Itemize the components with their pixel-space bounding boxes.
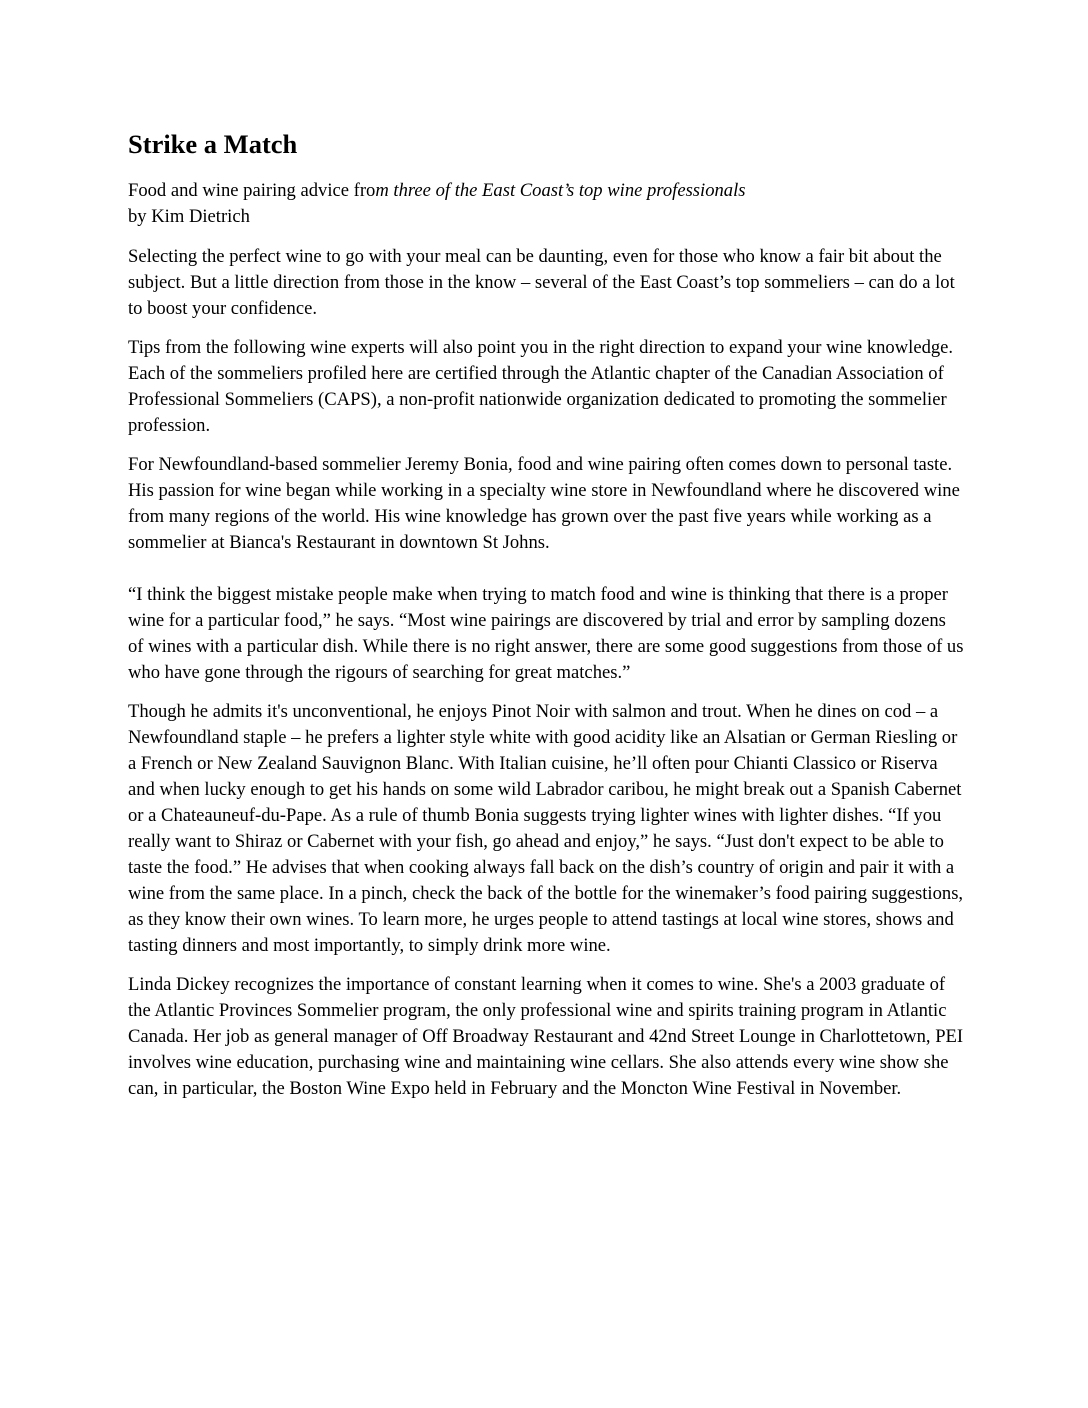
article-title: Strike a Match [128, 129, 298, 159]
paragraph-intro: Selecting the perfect wine to go with your meal can be daunting, even for those who know a fair bit about the subject. But a little direction from those in the know – several of the East Coast’s top sommeliers – can do a lot to boost your confidence. [128, 246, 955, 319]
paragraph-bonia-quote: “I think the biggest mistake people make when trying to match food and wine is thinking that there is a proper wine for a particular food,” he says. “Most wine pairings are discovered by trial and error by sampling dozens of wines with a particular dish. While there is no right answer, there are some good suggestions from those of us who have gone through the rigours of searching for great matches.” [128, 584, 964, 683]
byline: by Kim Dietrich [128, 206, 250, 227]
article-body [128, 127, 964, 1115]
subtitle-italic: m three of the East Coast’s top wine professionals [375, 180, 746, 201]
paragraph-bonia-pairings: Though he admits it's unconventional, he enjoys Pinot Noir with salmon and trout. When he dines on cod – a Newfoundland staple – he prefers a lighter style white with good acidity like an Alsatian or German Riesling or a French or New Zealand Sauvignon Blanc. With Italian cuisine, he’ll often pour Chianti Classico or Riserva and when lucky enough to get his hands on some wild Labrador caribou, he might break out a Spanish Cabernet or a Chateauneuf-du-Pape. As a rule of thumb Bonia suggests trying lighter wines with lighter dishes. “If you really want to Shiraz or Cabernet with your fish, go ahead and enjoy,” he says. “Just don't expect to be able to taste the food.” He advises that when cooking always fall back on the dish’s country of origin and pair it with a wine from the same place. In a pinch, check the back of the bottle for the winemaker’s food pairing suggestions, as they know their own wines. To learn more, he urges people to attend tastings at local wine stores, shows and tasting dinners and most importantly, to simply drink more wine. [128, 701, 964, 956]
paragraph-bonia-intro: For Newfoundland-based sommelier Jeremy Bonia, food and wine pairing often comes down to personal taste. His passion for wine began while working in a specialty wine store in Newfoundland where he discovered wine from many regions of the world. His wine knowledge has grown over the past five years while working as a sommelier at Bianca's Restaurant in downtown St Johns. [128, 454, 960, 553]
subtitle-plain: Food and wine pairing advice fro [128, 180, 376, 201]
article-subtitle [128, 178, 964, 230]
paragraph-dickey: Linda Dickey recognizes the importance of constant learning when it comes to wine. She's a 2003 graduate of the Atlantic Provinces Sommelier program, the only professional wine and spirits training program in Atlantic Canada. Her job as general manager of Off Broadway Restaurant and 42nd Street Lounge in Charlottetown, PEI involves wine education, purchasing wine and maintaining wine cellars. She also attends every wine show she can, in particular, the Boston Wine Expo held in February and the Moncton Wine Festival in November. [128, 974, 964, 1099]
paragraph-tips: Tips from the following wine experts will also point you in the right direction to expand your wine knowledge. Each of the sommeliers profiled here are certified through the Atlantic chapter of the Canadian Association of Professional Sommeliers (CAPS), a non-profit nationwide organization dedicated to promoting the sommelier profession. [128, 337, 954, 436]
